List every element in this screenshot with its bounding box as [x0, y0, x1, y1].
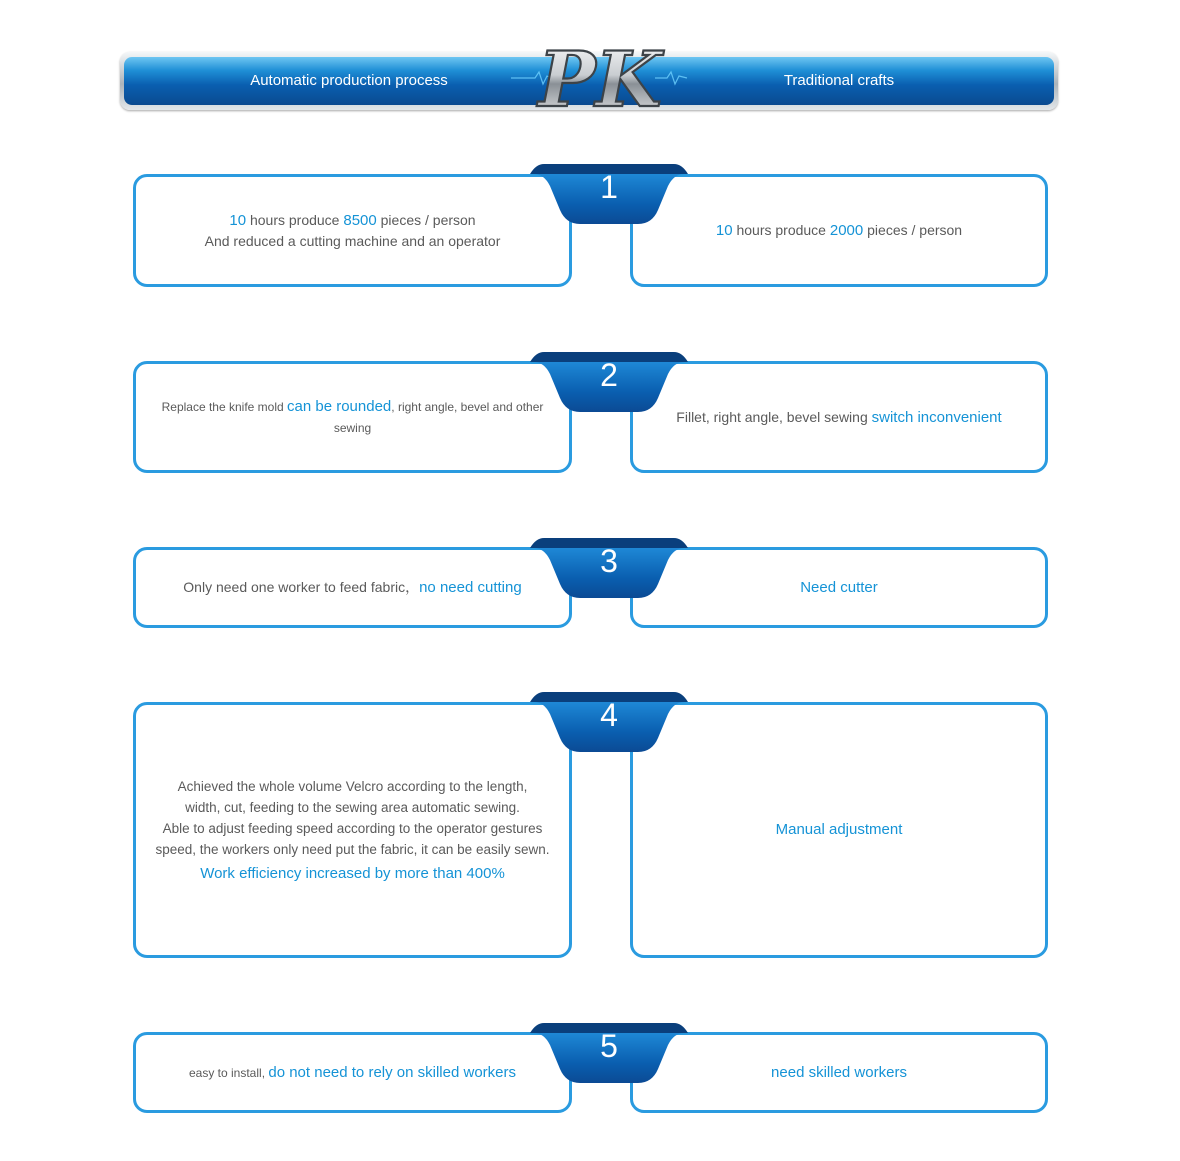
row-1-automatic-box — [133, 174, 572, 287]
row-2-text: , right angle, bevel and other sewing — [333, 400, 544, 435]
row-5-number-tab — [530, 1021, 688, 1085]
row-5-automatic-box — [133, 1032, 572, 1113]
row-2-number: 2 — [600, 357, 618, 393]
automatic-process-label: Automatic production process — [250, 72, 448, 89]
row-1-text: pieces / person — [376, 212, 476, 228]
row-4-trad-highlight: Manual adjustment — [775, 821, 903, 838]
row-1-number-tab — [530, 162, 688, 226]
row-1-reduction-text: And reduced a cutting machine and an operator — [204, 233, 501, 249]
row-2-trad-text: Fillet, right angle, bevel sewing — [676, 408, 872, 425]
row-4-efficiency-highlight: Work efficiency increased by more than 400% — [200, 865, 505, 882]
row-3-highlight: no need cutting — [419, 579, 522, 596]
traditional-crafts-label: Traditional crafts — [783, 72, 895, 89]
pk-logo — [505, 38, 695, 122]
row-3-traditional-box — [630, 547, 1048, 628]
row-5-text: easy to install, — [188, 1066, 269, 1080]
row-3-automatic-box — [133, 547, 572, 628]
row-4-number: 4 — [600, 697, 618, 733]
row-4-automatic-box — [133, 702, 572, 958]
row-3-trad-highlight: Need cutter — [800, 578, 878, 596]
row-5-trad-highlight: need skilled workers — [771, 1063, 907, 1081]
row-1-trad-text: hours produce — [732, 222, 830, 238]
row-4-desc-line: Achieved the whole volume Velcro according to the length, — [177, 779, 528, 794]
row-5-highlight: do not need to rely on skilled workers — [268, 1064, 516, 1081]
row-4-number-tab — [530, 690, 688, 754]
row-1-pieces-value: 8500 — [343, 212, 377, 229]
row-2-text: Replace the knife mold — [161, 400, 288, 414]
row-5-number: 5 — [600, 1028, 618, 1064]
row-3-text: Only need one worker to feed fabric， — [183, 579, 420, 595]
row-4-desc-line: width, cut, feeding to the sewing area automatic sewing. — [185, 800, 520, 815]
pk-logo-text: PK — [538, 38, 662, 122]
row-1-text: hours produce — [246, 212, 344, 228]
row-4-desc-line: Able to adjust feeding speed according to the operator gestures — [162, 821, 543, 836]
row-1-traditional-box — [630, 174, 1048, 287]
row-1-trad-pieces-value: 2000 — [829, 222, 864, 239]
row-1-trad-text: pieces / person — [863, 222, 963, 238]
row-4-traditional-box — [630, 702, 1048, 958]
row-1-trad-hours-value: 10 — [715, 222, 733, 239]
row-2-automatic-box — [133, 361, 572, 473]
row-2-highlight: can be rounded — [287, 398, 392, 415]
row-3-number-tab — [530, 536, 688, 600]
row-1-hours-value: 10 — [229, 212, 247, 229]
row-1-number: 1 — [600, 169, 618, 205]
row-2-number-tab — [530, 350, 688, 414]
row-4-desc-line: speed, the workers only need put the fabric, it can be easily sewn. — [155, 842, 550, 857]
row-2-trad-highlight: switch inconvenient — [871, 408, 1002, 426]
row-2-traditional-box — [630, 361, 1048, 473]
row-3-number: 3 — [600, 543, 618, 579]
row-5-traditional-box — [630, 1032, 1048, 1113]
